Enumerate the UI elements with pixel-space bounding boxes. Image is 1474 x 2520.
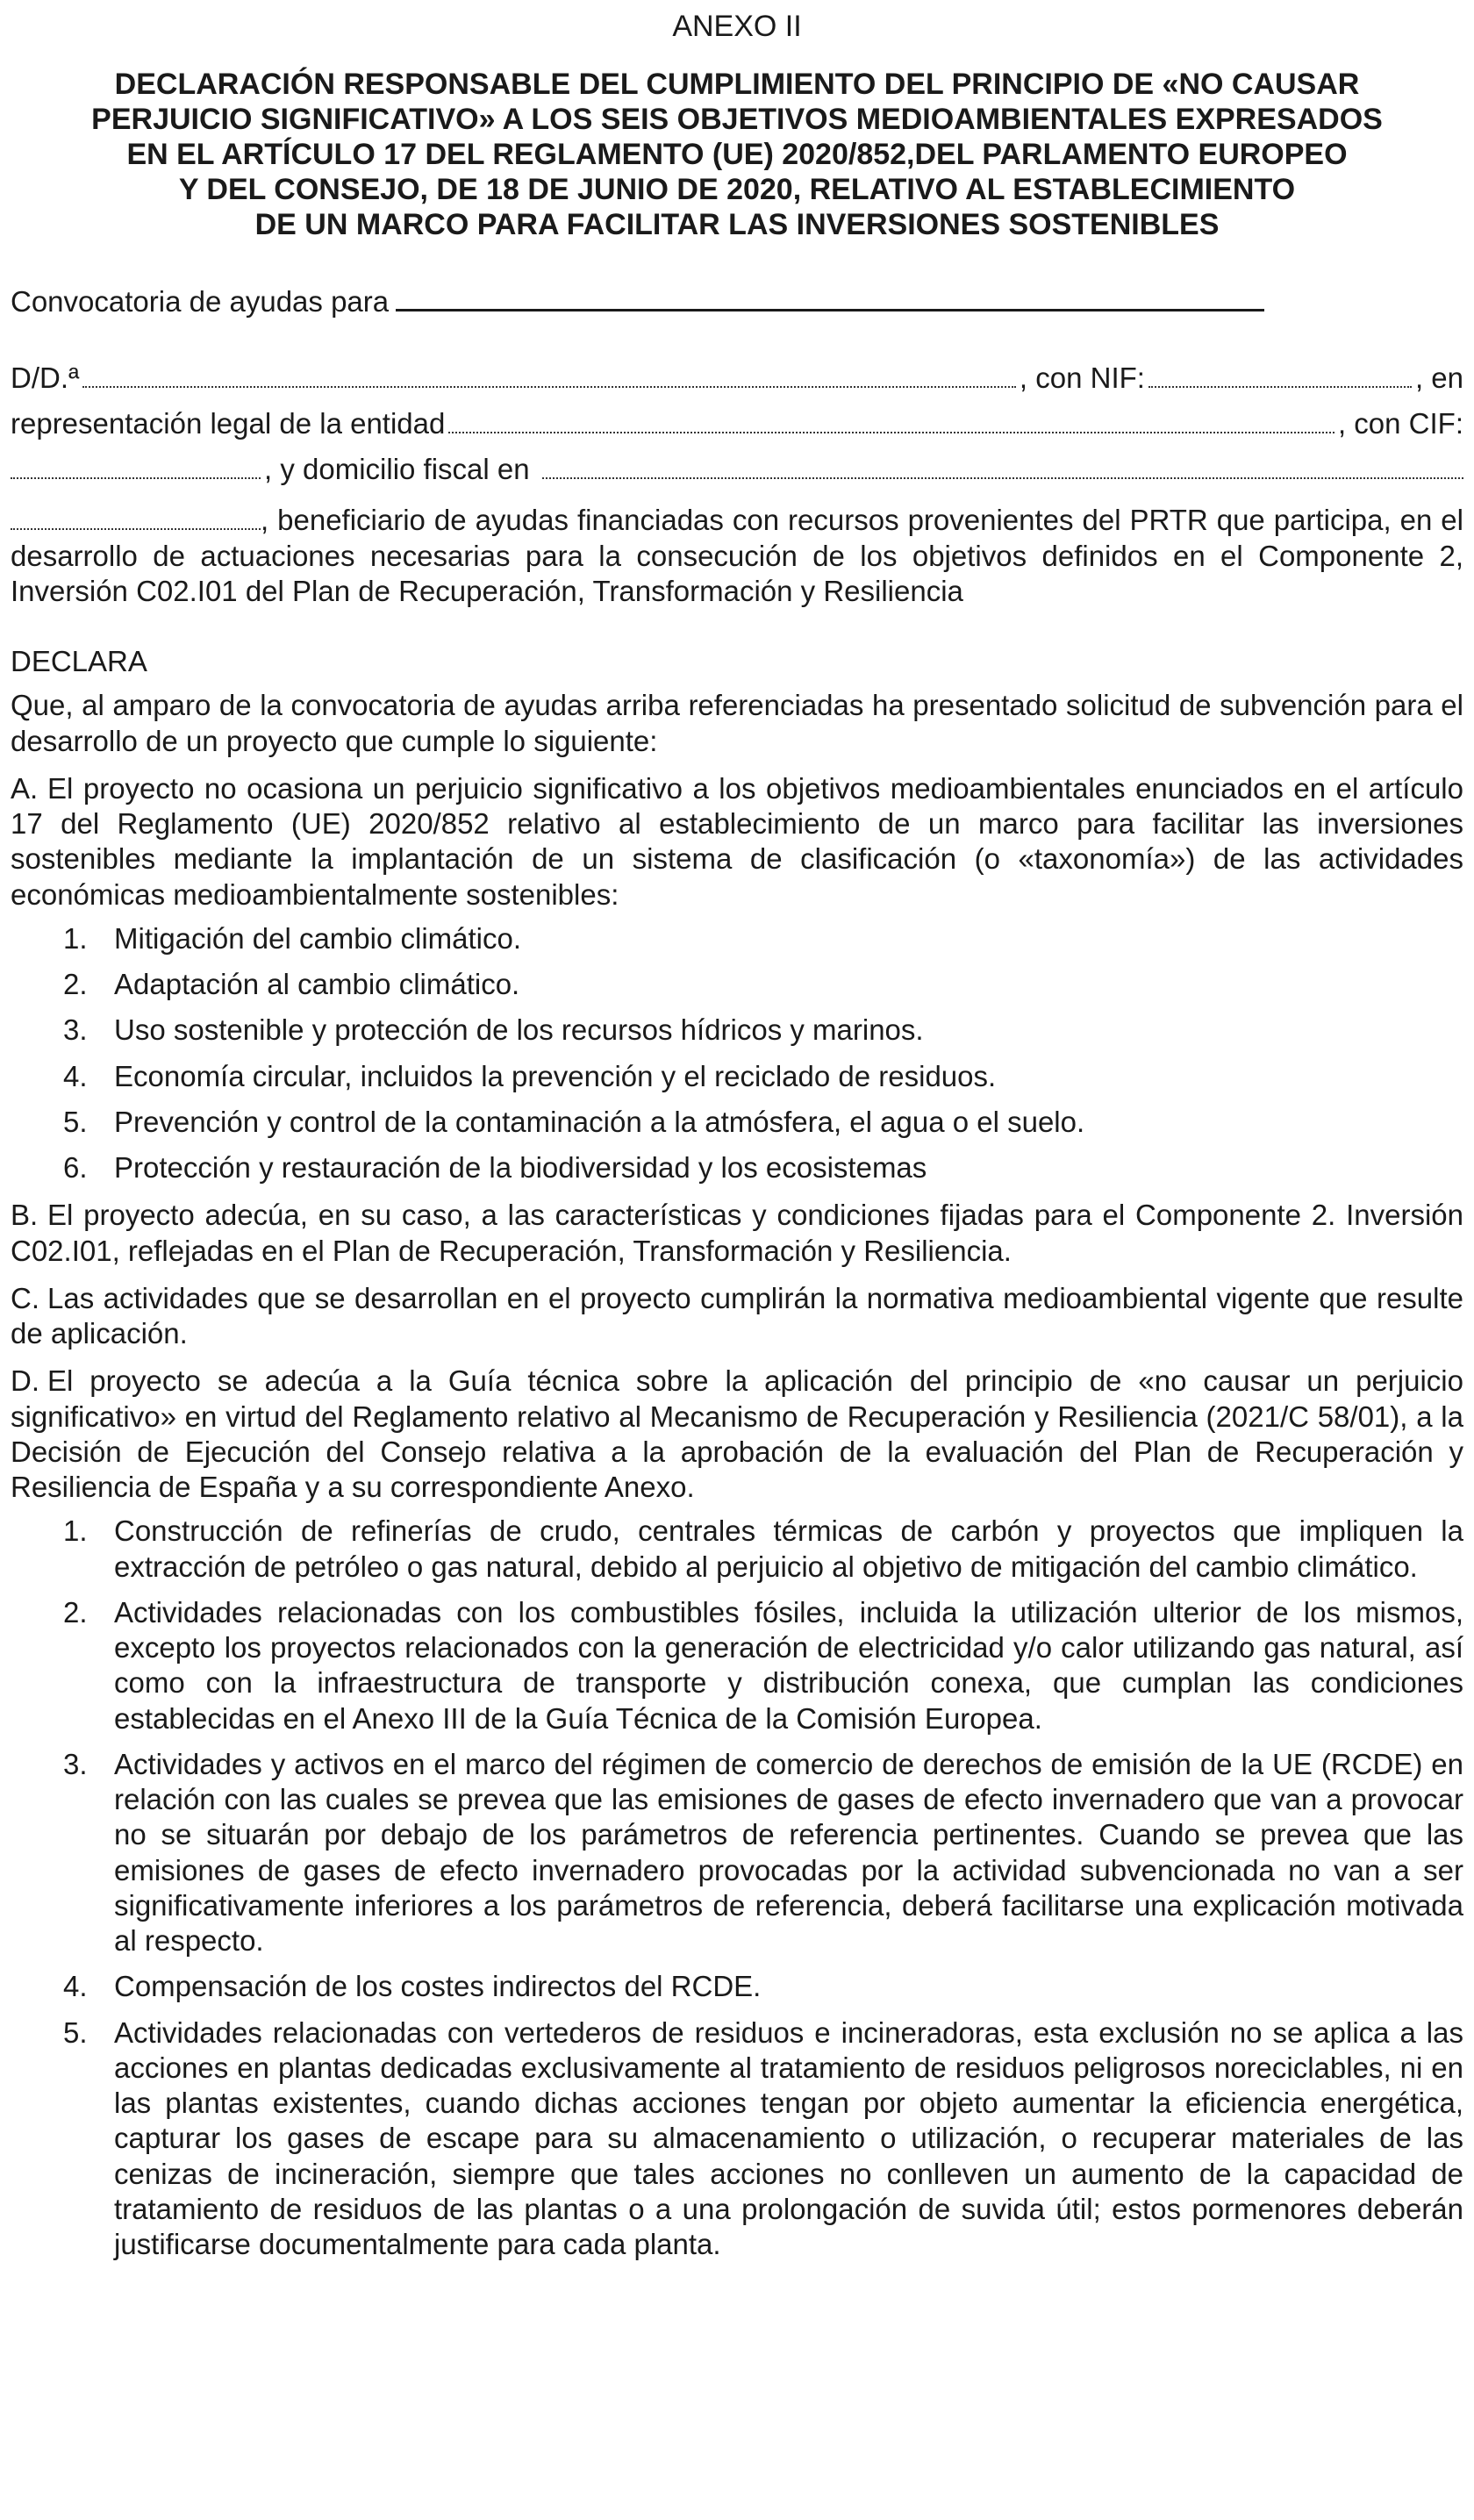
beneficiary-row	[11, 503, 1463, 609]
representation-row	[11, 406, 1463, 441]
nif-label: , con NIF:	[1019, 361, 1145, 394]
section-b-text: El proyecto adecúa, en su caso, a las características y condiciones fijadas para el Componente 2. Inversión C02.I01, reflejadas en el Plan de Recuperación, Transformación y Resiliencia.	[11, 1199, 1463, 1267]
list-item: 3. Uso sostenible y protección de los recursos hídricos y marinos.	[63, 1013, 924, 1047]
beneficiary-paragraph	[11, 503, 1463, 609]
list-item: 5. Actividades relacionadas con vertederos de residuos e incineradoras, esta exclusión no se aplica a las acciones en plantas dedicadas exclusivamente al tratamiento de residuos peligrosos noreciclables, ni en las plantas existentes, cuando dichas acciones tengan por objeto aumentar la eficiencia energética, capturar los gases de escape para su almacenamiento o utilización, o recuperar materiales de las cenizas de incineración, siempre que tales acciones no conlleven un aumento de la capacidad de tratamiento de residuos de las plantas o a una prolongación de suvida útil; estos pormenores deberán justificarse documentalmente para cada planta.	[63, 2015, 1463, 2261]
section-c-text: Las actividades que se desarrollan en el proyecto cumplirán la normativa medioambiental vigente que resulte de aplicación.	[11, 1281, 1463, 1350]
list-item: 6. Protección y restauración de la biodiversidad y los ecosistemas	[63, 1151, 927, 1185]
document-title	[11, 68, 1463, 242]
representation-label: representación legal de la entidad	[11, 406, 446, 440]
cif-label: , con CIF:	[1337, 406, 1463, 440]
entity-blank-field[interactable]	[448, 411, 1334, 433]
name-blank-field[interactable]	[82, 365, 1016, 388]
list-item: 3. Actividades y activos en el marco del régimen de comercio de derechos de emisión de la UE (RCDE) en relación con las cuales se prevea que las emisiones de gases de efecto invernadero que van a provocar no se situarán por debajo de los parámetros de referencia pertinentes. Cuando se prevea que las emisiones de gases de efecto invernadero provocadas por la actividad subvencionada no van a ser significativamente inferiores a los parámetros de referencia, deberá facilitarse una explicación motivada al respecto.	[63, 1747, 1463, 1958]
section-b-letter: B.	[11, 1199, 39, 1232]
title-line: Y DEL CONSEJO, DE 18 DE JUNIO DE 2020, RELATIVO AL ESTABLECIMIENTO	[178, 172, 1296, 206]
exclusions-list	[11, 1514, 1463, 2262]
declarant-row	[11, 361, 1463, 396]
title-line: EN EL ARTÍCULO 17 DEL REGLAMENTO (UE) 2020/852,DEL PARLAMENTO EUROPEO	[126, 138, 1348, 171]
section-a-text: El proyecto no ocasiona un perjuicio significativo a los objetivos medioambientales enunciados en el artículo 17 del Reglamento (UE) 2020/852 relativo al establecimiento de un marco para facilitar las inversiones sostenibles mediante la implantación de un sistema de clasificación (o «taxonomía») de las actividades económicas medioambientalmente sostenibles:	[11, 771, 1463, 911]
list-item: 4. Compensación de los costes indirectos del RCDE.	[63, 1970, 762, 2003]
list-item: 2. Actividades relacionadas con los combustibles fósiles, incluida la utilización ulterior de los mismos, excepto los proyectos relacionados con la generación de electricidad y/o calor utilizando gas natural, así como con la infraestructura de transporte y distribución conexa, que cumplan las condiciones establecidas en el Anexo III de la Guía Técnica de la Comisión Europea.	[63, 1595, 1463, 1735]
title-line: PERJUICIO SIGNIFICATIVO» A LOS SEIS OBJETIVOS MEDIOAMBIENTALES EXPRESADOS	[91, 103, 1383, 137]
nif-blank-field[interactable]	[1148, 365, 1412, 388]
declara-heading: DECLARA	[11, 645, 147, 678]
cif-blank-field[interactable]	[11, 456, 261, 479]
domicile-blank-field[interactable]	[542, 456, 1463, 479]
section-d-letter: D.	[11, 1364, 39, 1398]
list-item: 1. Mitigación del cambio climático.	[63, 921, 522, 955]
list-item: 1. Construcción de refinerías de crudo, centrales térmicas de carbón y proyectos que impliquen la extracción de petróleo o gas natural, debido al perjuicio al objetivo de mitigación del cambio climático.	[63, 1514, 1463, 1583]
convocatoria-label: Convocatoria de ayudas para	[11, 285, 390, 319]
intro-paragraph: Que, al amparo de la convocatoria de ayudas arriba referenciadas ha presentado solicitud de subvención para el desarrollo de un proyecto que cumple lo siguiente:	[11, 689, 1463, 757]
section-d	[11, 1364, 1463, 1505]
title-line: DECLARACIÓN RESPONSABLE DEL CUMPLIMIENTO DEL PRINCIPIO DE «NO CAUSAR	[114, 68, 1360, 102]
dd-label: D/D.ª	[11, 361, 80, 394]
list-item: 4. Economía circular, incluidos la prevención y el reciclado de residuos.	[63, 1059, 997, 1092]
section-c-letter: C.	[11, 1281, 39, 1314]
beneficiary-text: , beneficiario de ayudas financiadas con recursos provenientes del PRTR que participa, en el desarrollo de actuaciones necesarias para la consecución de los objetivos definidos en el Componente 2, Inversión C02.I01 del Plan de Recuperación, Transformación y Resiliencia	[11, 504, 1463, 607]
domicile-label: , y domicilio fiscal en	[264, 453, 530, 486]
document-page	[11, 0, 1463, 2262]
domicile-row	[11, 452, 1463, 487]
objectives-list	[11, 921, 1463, 1186]
list-item: 2. Adaptación al cambio climático.	[63, 968, 520, 1001]
convocatoria-blank-field[interactable]	[396, 284, 1264, 311]
section-a	[11, 771, 1463, 913]
en-label: , en	[1414, 361, 1463, 394]
convocatoria-row	[11, 284, 1463, 319]
annex-label: ANEXO II	[672, 10, 802, 43]
section-b	[11, 1198, 1463, 1269]
section-a-letter: A.	[11, 771, 39, 805]
title-line: DE UN MARCO PARA FACILITAR LAS INVERSIONES SOSTENIBLES	[254, 207, 1220, 241]
list-item: 5. Prevención y control de la contaminación a la atmósfera, el agua o el suelo.	[63, 1105, 1085, 1138]
domicile-continuation-blank-field[interactable]	[11, 507, 261, 530]
section-d-text: El proyecto se adecúa a la Guía técnica sobre la aplicación del principio de «no causar un perjuicio significativo» en virtud del Reglamento relativo al Mecanismo de Recuperación y Resiliencia (2021/C 58/01), a la Decisión de Ejecución del Consejo relativa a la aprobación de la evaluación del Plan de Recuperación y Resiliencia de España y a su correspondiente Anexo.	[11, 1364, 1463, 1504]
section-c	[11, 1281, 1463, 1352]
